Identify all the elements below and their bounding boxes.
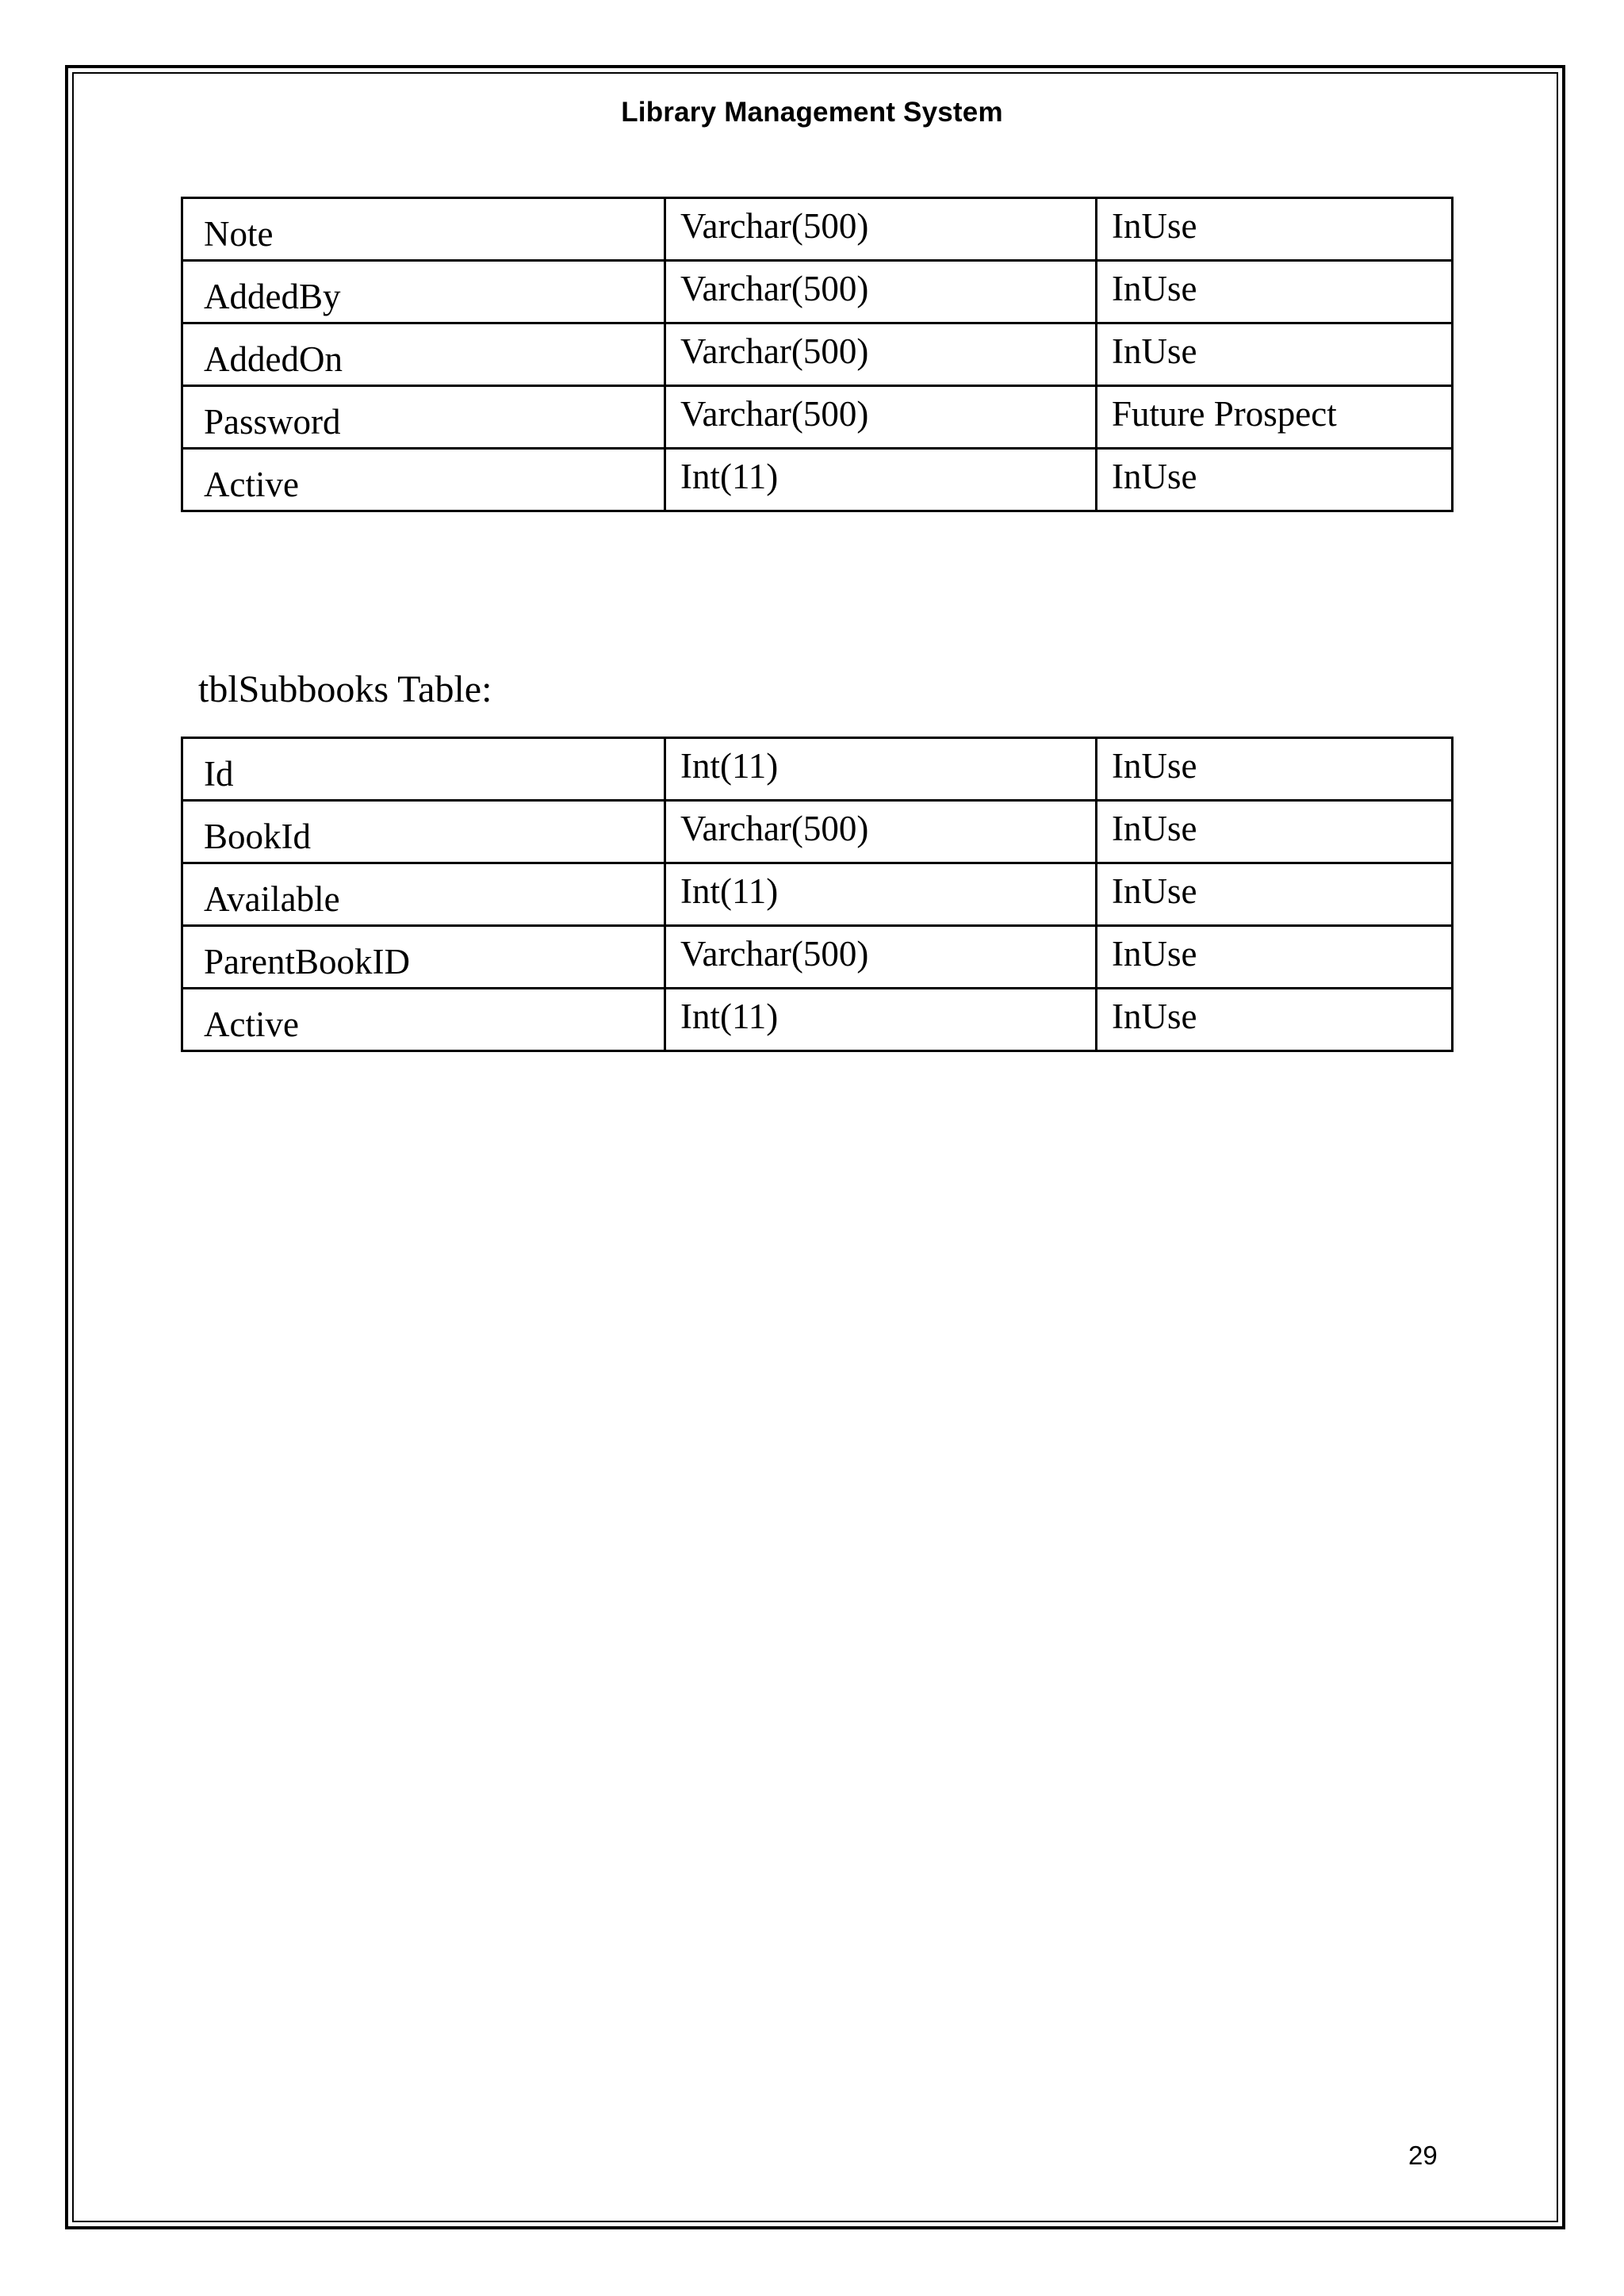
table-row [182, 261, 1453, 323]
field-status-cell: InUse [1097, 198, 1453, 261]
field-status-cell: InUse [1097, 801, 1453, 863]
field-type-cell: Int(11) [665, 738, 1097, 801]
field-type-cell: Varchar(500) [665, 386, 1097, 449]
field-status-cell: InUse [1097, 863, 1453, 926]
table-row [182, 863, 1453, 926]
table-row [182, 989, 1453, 1051]
field-name-cell: Available [182, 863, 665, 926]
field-status-cell: InUse [1097, 738, 1453, 801]
field-name-cell: AddedBy [182, 261, 665, 323]
field-type-cell: Int(11) [665, 863, 1097, 926]
table-row [182, 386, 1453, 449]
schema-table-subbooks [181, 737, 1454, 1052]
field-type-cell: Varchar(500) [665, 926, 1097, 989]
table-row [182, 449, 1453, 511]
table-row [182, 926, 1453, 989]
field-status-cell: InUse [1097, 926, 1453, 989]
field-name-cell: Active [182, 449, 665, 511]
field-type-cell: Varchar(500) [665, 198, 1097, 261]
field-name-cell: Active [182, 989, 665, 1051]
field-name-cell: BookId [182, 801, 665, 863]
field-status-cell: InUse [1097, 449, 1453, 511]
section-heading-subbooks: tblSubbooks Table: [198, 668, 492, 710]
page-header-title: Library Management System [621, 97, 1003, 128]
field-type-cell: Varchar(500) [665, 801, 1097, 863]
table-row [182, 801, 1453, 863]
table-row [182, 198, 1453, 261]
table-row [182, 323, 1453, 386]
field-name-cell: Password [182, 386, 665, 449]
field-name-cell: AddedOn [182, 323, 665, 386]
field-name-cell: ParentBookID [182, 926, 665, 989]
field-status-cell: Future Prospect [1097, 386, 1453, 449]
schema-table-continued [181, 197, 1454, 512]
field-name-cell: Note [182, 198, 665, 261]
table-row [182, 738, 1453, 801]
field-type-cell: Varchar(500) [665, 261, 1097, 323]
field-type-cell: Int(11) [665, 449, 1097, 511]
field-name-cell: Id [182, 738, 665, 801]
field-status-cell: InUse [1097, 323, 1453, 386]
page-number: 29 [1408, 2141, 1438, 2170]
field-type-cell: Int(11) [665, 989, 1097, 1051]
field-status-cell: InUse [1097, 989, 1453, 1051]
field-status-cell: InUse [1097, 261, 1453, 323]
field-type-cell: Varchar(500) [665, 323, 1097, 386]
